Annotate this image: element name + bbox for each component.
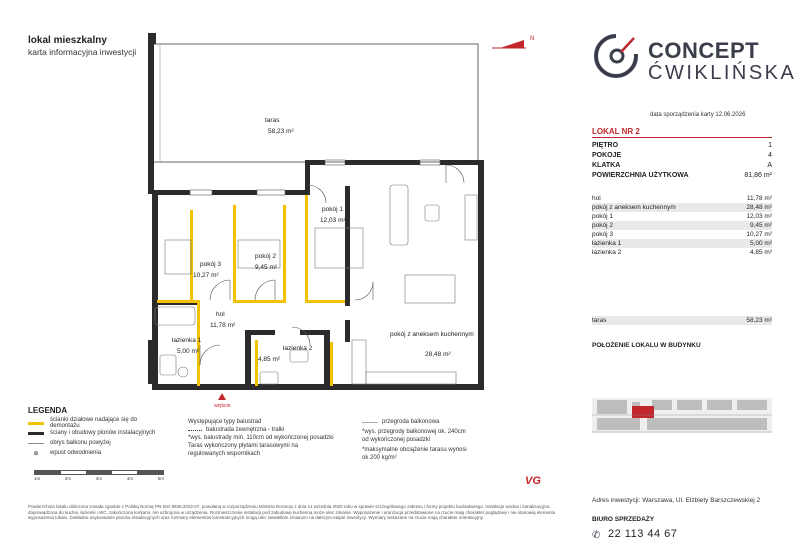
legend-title: LEGENDA xyxy=(28,406,68,415)
room-area-pokoj1: 12,03 m² xyxy=(320,217,346,224)
room-name-taras: taras xyxy=(265,117,280,124)
drain-icon: ⊕ xyxy=(33,450,39,457)
terrace-outline xyxy=(153,44,478,162)
unit-title: LOKAL NR 2 xyxy=(592,127,640,136)
left-wall-upper xyxy=(148,44,154,194)
info-row-area: POWIERZCHNIA UŻYTKOWA 81,86 m² xyxy=(592,172,772,179)
room-area-lazienka1: 5,00 m² xyxy=(177,348,200,355)
room-row: pokój 3 10,27 m² xyxy=(592,231,772,238)
card-date: data sporządzenia karty 12.06.2026 xyxy=(650,112,746,118)
brand-location: ĆWIKLIŃSKA xyxy=(648,62,796,84)
document-subtitle: karta informacyjna inwestycji xyxy=(28,47,137,57)
right-wall xyxy=(478,160,484,390)
legend-item-walls: ściany i obudowy pionów instalacyjnych xyxy=(28,428,168,438)
scale-bar: 1m 2m 3m 4m 5m xyxy=(34,470,164,481)
location-title: POŁOŻENIE LOKALU W BUDYNKU xyxy=(592,342,701,349)
room-row: pokój 1 12,03 m² xyxy=(592,213,772,220)
railing-notes: Występujące typy balustrad balustrada zewnętrzna - tralki *wys. balustrady min. 110cm od wykończonej posadzki Taras wykończony płytami tarasowymi na regulowanych wspornikach xyxy=(188,419,334,457)
room-name-pokoj3: pokój 3 xyxy=(200,261,221,268)
room-area-kitchen: 28,48 m² xyxy=(425,351,451,358)
room-area-taras: 58,23 m² xyxy=(268,128,294,135)
building-location-map xyxy=(592,388,772,443)
svg-text:N: N xyxy=(530,36,535,42)
info-row-floor: PIĘTRO 1 xyxy=(592,142,772,149)
legend-item-drain: ⊕ wpust odwodnienia xyxy=(28,448,168,458)
unit-location-highlight xyxy=(632,406,654,418)
room-name-kitchen: pokój z aneksem kuchennym xyxy=(390,331,474,338)
legend-list xyxy=(28,418,168,458)
concept-logo-icon xyxy=(590,30,642,82)
room-row: łazienka 2 4,85 m² xyxy=(592,249,772,256)
room-area-lazienka2: 4,85 m² xyxy=(258,356,281,363)
entrance-label: wejście xyxy=(214,403,231,409)
room-row: hol 11,78 m² xyxy=(592,195,772,202)
investment-address: Adres inwestycji: Warszawa, Ul. Elżbiety Barszczewskiej 2 xyxy=(592,497,761,504)
room-name-lazienka2: łazienka 2 xyxy=(283,345,313,352)
room-name-pokoj1: pokój 1 xyxy=(322,206,343,213)
sales-office-title: BIURO SPRZEDAŻY xyxy=(592,516,655,523)
room-name-pokoj2: pokój 2 xyxy=(255,253,276,260)
room-area-hol: 11,78 m² xyxy=(210,322,236,329)
room-area-pokoj2: 9,45 m² xyxy=(255,264,278,271)
room-name-hol: hol xyxy=(216,311,225,318)
room-row: pokój 2 9,45 m² xyxy=(592,222,772,229)
disclaimer: Powierzchnia lokalu obliczona została zgodnie z Polską Normą PN-ISO 9836:2022-07, powołaną w rozporządzeniu Ministra Rozwoju z dnia 11 września 2020 roku w sprawie szczegółowego zakresu i formy projektu budowlanego. Instalacje wodna i kanalizacyjna doprowadzona do kuchni, łazienki i WC, zakończona korkami, nie uzbrojona w urządzenia. Rozmieszczenie instalacji pod zabudowę kuchenną może ulec zmianie. Wyposażenie i aranżacja przedstawione na rzucie mają charakter poglądowy i nie stanowią elementu wyposażenia lokalu. Dokładne usytuowanie pionów instalacyjnych oraz rozmiary elementów konstrukcyjnych mogą ulec niewielkim zmianom na dalszym etapie inwestycji. Wymiary wskazane na rzucie mają charakter orientacyjny. xyxy=(28,504,556,521)
phone-icon: ✆ xyxy=(592,530,601,541)
room-row: łazienka 1 5,00 m² xyxy=(592,240,772,247)
room-row: pokój z aneksem kuchennym 28,48 m² xyxy=(592,204,772,211)
terrace-row: taras 58,23 m² xyxy=(592,317,772,324)
info-row-staircase: KLATKA A xyxy=(592,162,772,169)
info-row-rooms: POKOJE 4 xyxy=(592,152,772,159)
partition-notes: przegroda balkonowa *wys. przegrody balkonowej ok. 240cm od wykończonej posadzki *maksymalne obciążenie tarasu wynosi ok 200 kg/m² xyxy=(362,419,467,461)
room-area-pokoj3: 10,27 m² xyxy=(193,272,219,279)
divider xyxy=(592,137,772,138)
entrance-arrow-icon xyxy=(218,393,226,400)
brand-name: CONCEPT xyxy=(648,38,760,63)
document-title: lokal mieszkalny xyxy=(28,35,107,46)
legend-item-balcony-outline: obrys balkonu powyżej xyxy=(28,438,168,448)
sales-phone[interactable]: 22 113 44 67 xyxy=(608,528,678,540)
bottom-wall xyxy=(152,384,484,390)
legend-item-removable: ścianki działowe nadające się do demontażu xyxy=(28,418,168,428)
compass-icon xyxy=(492,36,534,48)
developer-logo: VG xyxy=(525,475,541,487)
room-name-lazienka1: łazienka 1 xyxy=(172,337,202,344)
